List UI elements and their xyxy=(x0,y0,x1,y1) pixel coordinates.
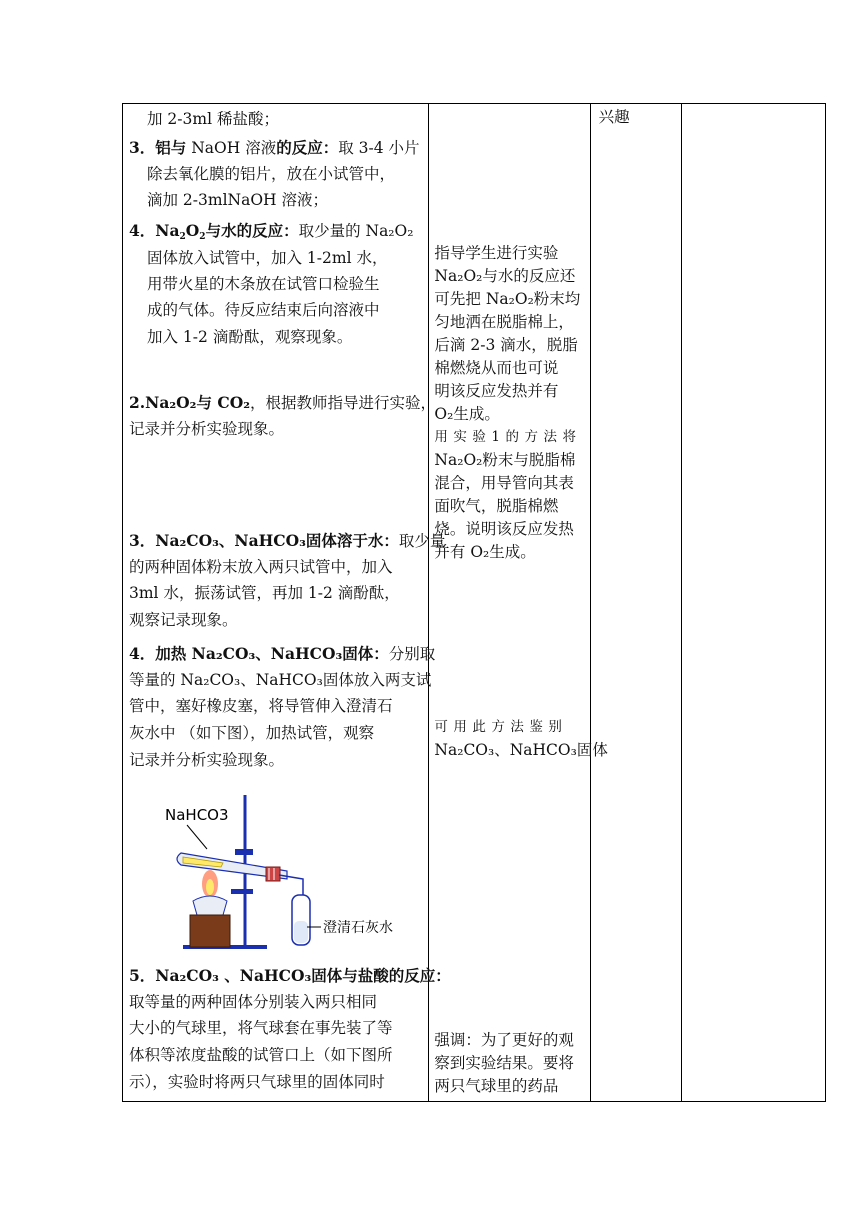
text-line: 察到实验结果。要将 xyxy=(434,1054,574,1072)
text-line: 的两种固体粉末放入两只试管中，加入 xyxy=(129,558,393,576)
text-line: Na₂O₂粉末与脱脂棉 xyxy=(434,451,576,469)
text-line: 用带火星的木条放在试管口检验生 xyxy=(147,275,380,293)
text-line: 固体放入试管中，加入 1-2ml 水， xyxy=(147,249,388,267)
text-line: 可 用 此 方 法 鉴 别 xyxy=(434,719,563,735)
text-line: 加 2-3ml 稀盐酸； xyxy=(147,110,279,128)
exp2-title: 2.Na₂O₂与 CO₂，根据教师指导进行实验， xyxy=(129,393,437,412)
text-line: 面吹气，脱脂棉燃 xyxy=(434,497,559,515)
purpose-cell xyxy=(590,104,681,1102)
figure-label-nahco3: NaHCO3 xyxy=(165,806,229,824)
text-line: 除去氧化膜的铝片，放在小试管中， xyxy=(147,165,396,183)
text-line: 强调：为了更好的观 xyxy=(434,1031,574,1049)
exp4b-title: 4．加热 Na₂CO₃、NaHCO₃固体：分别取 xyxy=(129,644,436,663)
text-line: 3ml 水，振荡试管，再加 1-2 滴酚酞， xyxy=(129,584,400,602)
text-line: 成的气体。待反应结束后向溶液中 xyxy=(147,301,380,319)
text-line: 体积等浓度盐酸的试管口上（如下图所 xyxy=(129,1046,393,1064)
exp3-title: 3．铝与 NaOH 溶液的反应：取 3-4 小片 xyxy=(129,138,420,157)
text-line: 加入 1-2 滴酚酞，观察现象。 xyxy=(147,328,353,346)
text-line: 兴趣 xyxy=(598,108,630,126)
text-line: 棉燃烧从而也可说 xyxy=(434,359,559,377)
text-line: 用 实 验 1 的 方 法 将 xyxy=(434,429,577,445)
heating-apparatus-figure xyxy=(161,791,411,953)
exp3b-title: 3．Na₂CO₃、NaHCO₃固体溶于水：取少量 xyxy=(129,531,446,550)
text-line: O₂生成。 xyxy=(434,405,500,423)
text-line: 两只气球里的药品 xyxy=(434,1077,559,1095)
figure-label-limewater: 澄清石灰水 xyxy=(323,920,393,936)
text-line: 匀地洒在脱脂棉上， xyxy=(434,313,574,331)
text-line: 指导学生进行实验 xyxy=(434,244,559,262)
text-line: 烧。说明该反应发热 xyxy=(434,520,574,538)
text-line: 取等量的两种固体分别装入两只相同 xyxy=(129,993,378,1011)
text-line: 管中，塞好橡皮塞，将导管伸入澄清石 xyxy=(129,697,393,715)
teacher-guidance-cell xyxy=(429,104,608,1102)
text-line: 灰水中 （如下图），加热试管，观察 xyxy=(129,724,375,742)
text-line: 示），实验时将两只气球里的固体同时 xyxy=(129,1073,385,1091)
text-line: 后滴 2-3 滴水，脱脂 xyxy=(434,336,578,354)
text-line: 可先把 Na₂O₂粉末均 xyxy=(434,290,581,308)
text-line: 记录并分析实验现象。 xyxy=(129,751,285,769)
text-line: 记录并分析实验现象。 xyxy=(129,420,285,438)
exp4-title: 4．$Na_2O_2$与水的反应：取少量的 Na₂O₂ xyxy=(129,221,414,242)
text-line: 大小的气球里，将气球套在事先装了等 xyxy=(129,1019,393,1037)
text-line: Na₂O₂与水的反应还 xyxy=(434,267,576,285)
table-row xyxy=(123,104,826,1102)
text-line: 等量的 Na₂CO₃、NaHCO₃固体放入两支试 xyxy=(129,671,432,689)
text-line: 观察记录现象。 xyxy=(129,611,238,629)
text-line: Na₂CO₃、NaHCO₃固体 xyxy=(434,741,608,759)
notes-cell xyxy=(681,104,825,1102)
text-line: 明该反应发热并有 xyxy=(434,382,559,400)
lesson-table xyxy=(122,103,826,1102)
text-line: 并有 O₂生成。 xyxy=(434,543,536,561)
student-activity-cell xyxy=(123,104,451,1102)
text-line: 滴加 2-3mlNaOH 溶液； xyxy=(147,191,328,209)
text-line: 混合，用导管向其表 xyxy=(434,474,574,492)
exp5-title: 5．Na₂CO₃ 、NaHCO₃固体与盐酸的反应： xyxy=(129,966,451,985)
